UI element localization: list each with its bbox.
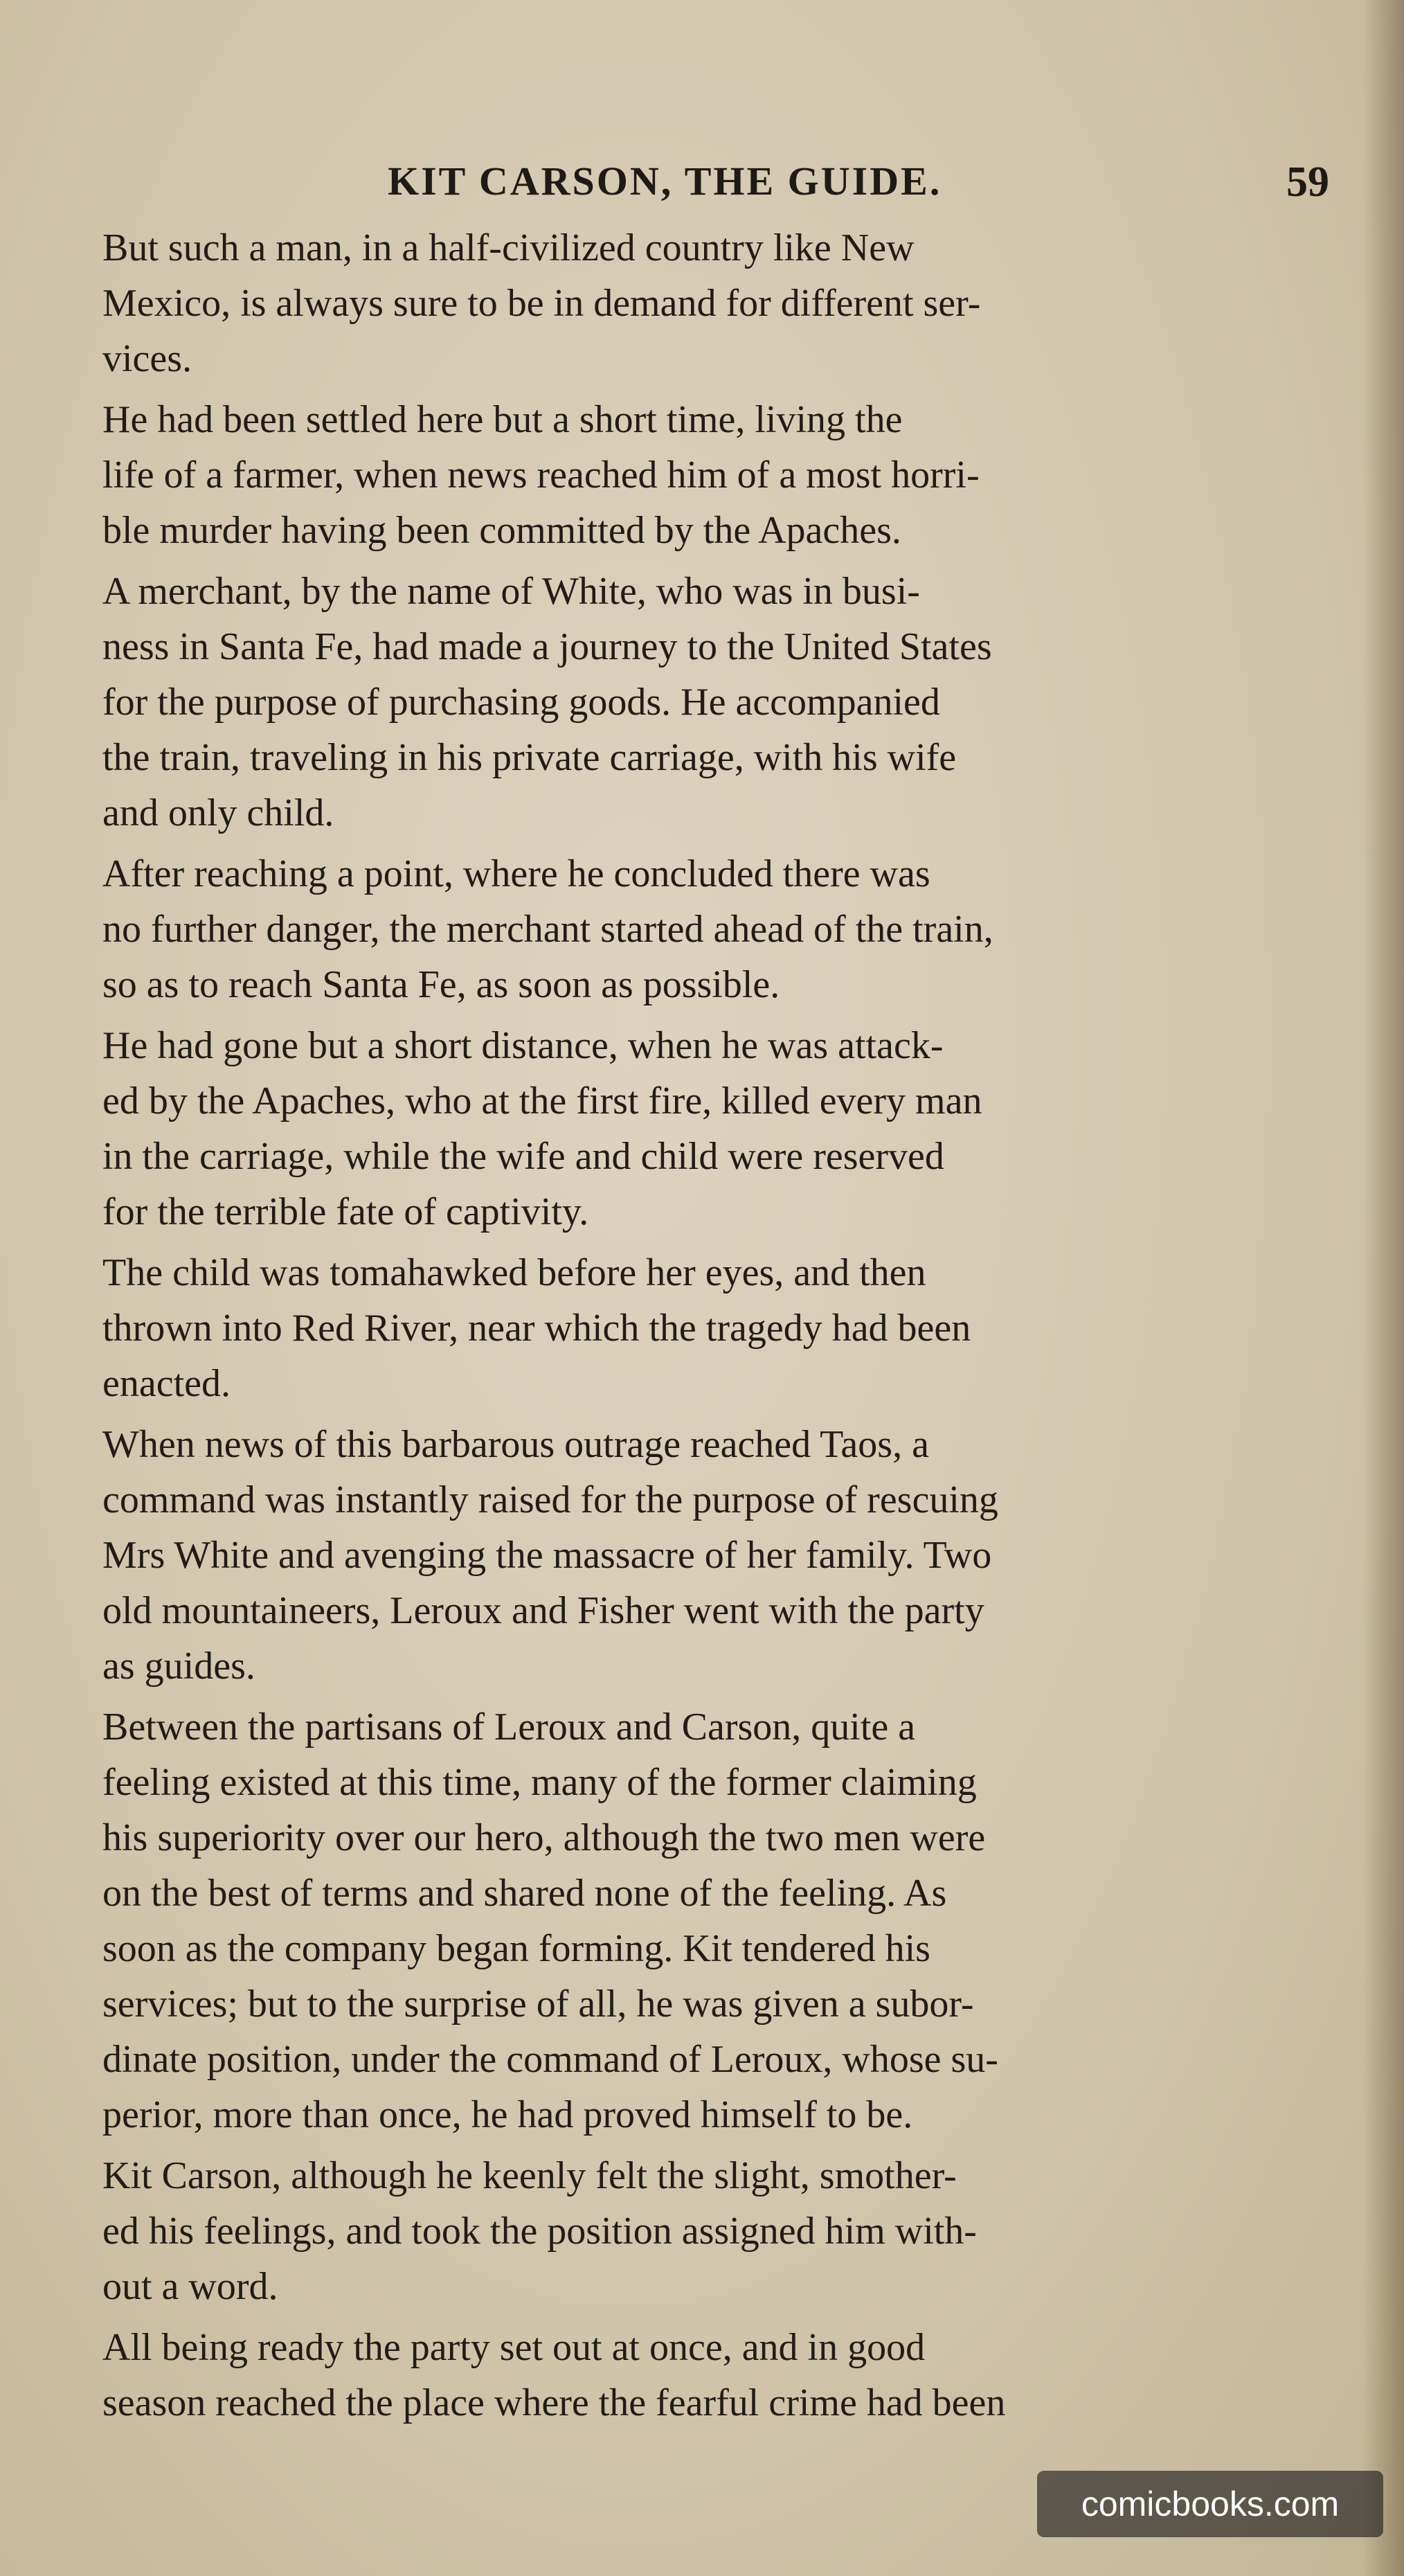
paragraph [102,1417,1356,1694]
text-line: for the purpose of purchasing goods. He accompanied [102,681,940,724]
text-line: on the best of terms and shared none of the feeling. As [102,1872,947,1915]
paragraph [102,1699,1356,2143]
text-line: feeling existed at this time, many of the former claiming [102,1761,977,1804]
text-line: and only child. [102,791,334,834]
text-line: as guides. [102,1645,255,1688]
text-line: old mountaineers, Leroux and Fisher went with the party [102,1589,984,1632]
text-line: Mexico, is always sure to be in demand for different ser- [102,282,981,325]
text-line: life of a farmer, when news reached him of a most horri- [102,454,980,497]
text-line: But such a man, in a half-civilized country like New [102,226,915,269]
text-line: A merchant, by the name of White, who was in busi- [102,570,920,613]
text-line: enacted. [102,1362,231,1405]
text-line: Kit Carson, although he keenly felt the slight, smother- [102,2154,957,2197]
text-line: soon as the company began forming. Kit tendered his [102,1927,930,1970]
text-line: When news of this barbarous outrage reached Taos, a [102,1423,929,1466]
paragraph-container [102,220,1356,2431]
text-line: He had gone but a short distance, when he was attack- [102,1024,944,1067]
paragraph [102,2320,1356,2431]
paragraph [102,1245,1356,1411]
text-line: ness in Santa Fe, had made a journey to the United States [102,625,992,668]
paragraph [102,220,1356,386]
text-line: his superiority over our hero, although the two men were [102,1816,986,1859]
body-text [102,220,1356,2436]
text-line: services; but to the surprise of all, he was given a subor- [102,1983,974,2025]
page-edge-shadow [1362,0,1404,2576]
text-line: thrown into Red River, near which the tragedy had been [102,1307,971,1350]
text-line: Mrs White and avenging the massacre of her family. Two [102,1534,992,1577]
paragraph [102,2148,1356,2314]
text-line: command was instantly raised for the purpose of rescuing [102,1478,998,1521]
paragraph [102,1018,1356,1240]
text-line: The child was tomahawked before her eyes, and then [102,1251,926,1294]
text-line: perior, more than once, he had proved himself to be. [102,2093,913,2136]
text-line: After reaching a point, where he concluded there was [102,852,930,895]
text-line: vices. [102,337,192,380]
paragraph [102,392,1356,558]
page-header [0,158,1404,220]
text-line: ed his feelings, and took the position assigned him with- [102,2210,977,2253]
text-line: no further danger, the merchant started ahead of the train, [102,908,993,951]
text-line: the train, traveling in his private carriage, with his wife [102,736,957,779]
text-line: All being ready the party set out at once, and in good [102,2326,926,2369]
running-head: KIT CARSON, THE GUIDE. [388,159,942,204]
text-line: for the terrible fate of captivity. [102,1190,589,1233]
text-line: ble murder having been committed by the Apaches. [102,509,901,552]
text-line: dinate position, under the command of Leroux, whose su- [102,2038,998,2081]
text-line: ed by the Apaches, who at the first fire, killed every man [102,1080,982,1122]
paragraph [102,564,1356,841]
page-number: 59 [1286,159,1329,206]
text-line: Between the partisans of Leroux and Carson, quite a [102,1706,916,1748]
text-line: He had been settled here but a short time, living the [102,398,903,441]
text-line: so as to reach Santa Fe, as soon as possible. [102,963,780,1006]
text-line: season reached the place where the fearful crime had been [102,2381,1006,2424]
text-line: out a word. [102,2265,278,2308]
paragraph [102,846,1356,1012]
watermark: comicbooks.com [1037,2471,1383,2537]
text-line: in the carriage, while the wife and child were reserved [102,1135,944,1178]
